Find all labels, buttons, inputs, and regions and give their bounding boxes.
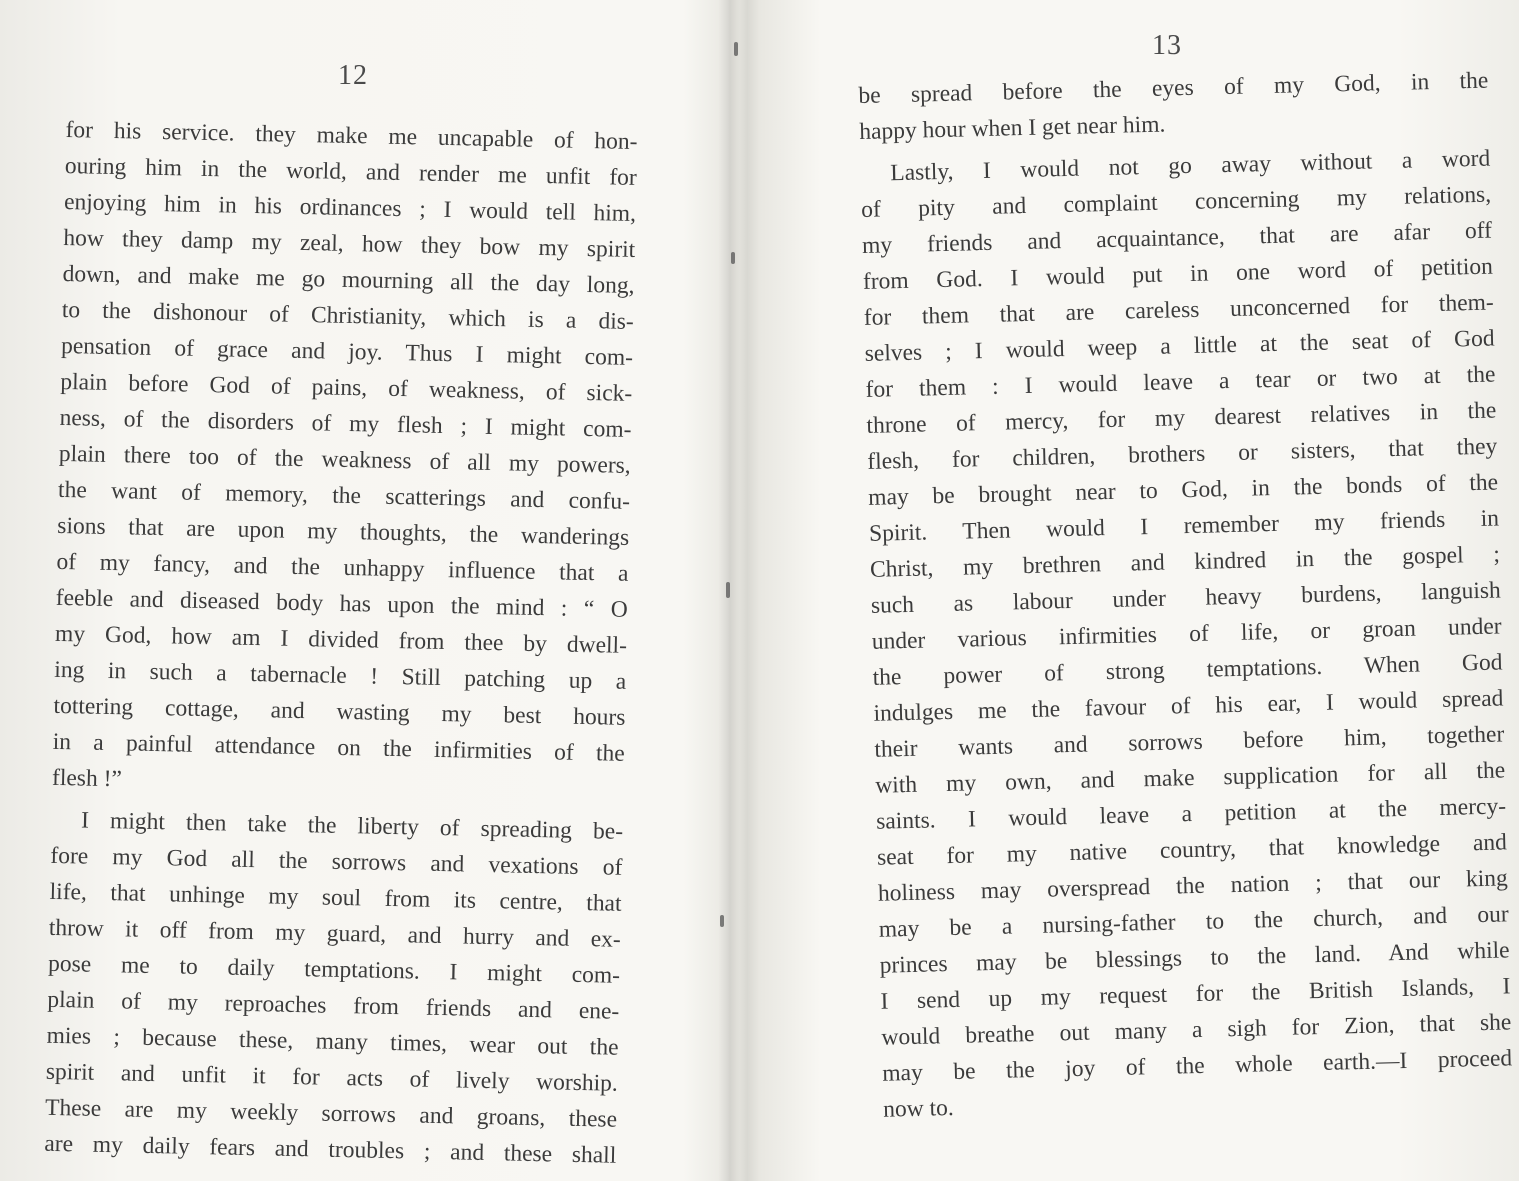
text-line: now to. — [882, 1094, 955, 1123]
right-page — [740, 0, 1519, 1181]
text-line: for them : I would leave a tear or two at the — [865, 361, 1496, 403]
text-line: feeble and diseased body has upon the mind : “ O — [55, 584, 628, 623]
text-line: my God, how am I divided from thee by dwell- — [54, 620, 628, 659]
text-line: Christ, my brethren and kindred in the gospel ; — [869, 541, 1501, 583]
text-line: for them that are careless unconcerned for them- — [863, 289, 1494, 331]
text-line: pose me to daily temptations. I might com- — [47, 950, 621, 989]
text-line: I send up my request for the British Islands, I — [880, 973, 1511, 1015]
text-line: ing in such a tabernacle ! Still patching up a — [54, 656, 627, 695]
text-line: fore my God all the sorrows and vexations of — [50, 842, 623, 881]
text-line: selves ; I would weep a little at the seat of God — [864, 325, 1495, 367]
text-line: their wants and sorrows before him, together — [874, 721, 1505, 763]
text-line: throw it off from my guard, and hurry and ex- — [48, 914, 622, 953]
text-line: tottering cottage, and wasting my best hours — [53, 692, 626, 731]
text-line: may be the joy of the whole earth.—I proceed — [882, 1045, 1513, 1087]
text-line: plain of my reproaches from friends and ene- — [47, 986, 620, 1025]
binding-stitch — [731, 252, 735, 264]
binding-stitch — [734, 42, 738, 56]
text-line: flesh, for children, brothers or sisters, that they — [867, 433, 1498, 475]
text-line: may be brought near to God, in the bonds of the — [867, 469, 1499, 511]
text-line: mies ; because these, many times, wear out the — [46, 1022, 619, 1061]
text-line: plain before God of pains, of weakness, of sick- — [60, 368, 633, 407]
page-text — [44, 112, 638, 1174]
text-line: life, that unhinge my soul from its centre, that — [49, 878, 622, 917]
text-line: with my own, and make supplication for all the — [874, 757, 1506, 799]
text-line: for his service. they make me uncapable of hon- — [65, 116, 638, 155]
text-line: throne of mercy, for my dearest relatives in the — [866, 397, 1497, 439]
text-line: from God. I would put in one word of petition — [862, 253, 1494, 295]
text-line: seat for my native country, that knowledge and — [876, 829, 1508, 871]
text-line: the want of memory, the scatterings and confu- — [57, 476, 631, 515]
text-line: pensation of grace and joy. Thus I might com- — [60, 332, 634, 371]
page-number: 12 — [338, 60, 368, 91]
text-line: would breathe out many a sigh for Zion, that she — [881, 1009, 1512, 1051]
text-line: ouring him in the world, and render me unfit for — [64, 152, 638, 191]
page-number: 13 — [1152, 30, 1182, 61]
text-line: happy hour when I get near him. — [859, 111, 1166, 145]
text-line: down, and make me go mourning all the day long, — [62, 260, 635, 299]
text-line: of my fancy, and the unhappy influence that a — [56, 548, 629, 587]
text-line: such as labour under heavy burdens, languish — [870, 577, 1502, 619]
text-line: are my daily fears and troubles ; and these shall — [44, 1130, 617, 1169]
text-line: be spread before the eyes of my God, in the — [858, 67, 1489, 109]
page-text — [858, 63, 1513, 1128]
text-line: indulges me the favour of his ear, I would spread — [873, 685, 1504, 727]
text-line: my friends and acquaintance, that are afar off — [861, 217, 1493, 259]
text-line: Lastly, I would not go away without a word — [890, 145, 1491, 187]
text-line: enjoying him in his ordinances ; I would tell him, — [63, 188, 637, 227]
text-line: in a painful attendance on the infirmities of the — [52, 728, 625, 767]
text-line: plain there too of the weakness of all my powers, — [58, 440, 631, 479]
text-line: sions that are upon my thoughts, the wanderings — [57, 512, 630, 551]
text-line: ness, of the disorders of my flesh ; I might com- — [59, 404, 632, 443]
text-line: These are my weekly sorrows and groans, these — [44, 1094, 618, 1133]
text-line: saints. I would leave a petition at the mercy- — [875, 793, 1507, 835]
binding-stitch — [720, 915, 724, 927]
text-line: flesh !” — [51, 764, 123, 793]
text-line: princes may be blessings to the land. And while — [879, 937, 1510, 979]
text-line: under various infirmities of life, or groan under — [871, 613, 1502, 655]
text-line: Spirit. Then would I remember my friends in — [868, 505, 1500, 547]
text-line: holiness may overspread the nation ; that our king — [877, 865, 1509, 907]
text-line: I might then take the liberty of spreading be- — [80, 807, 624, 845]
text-line: how they damp my zeal, how they bow my spirit — [63, 224, 636, 263]
text-line: of pity and complaint concerning my relations, — [860, 181, 1492, 223]
text-line: spirit and unfit it for acts of lively worship. — [45, 1058, 619, 1097]
text-line: to the dishonour of Christianity, which is a dis- — [61, 296, 635, 335]
left-page — [0, 0, 718, 1181]
text-line: the power of strong temptations. When God — [872, 649, 1503, 691]
binding-stitch — [726, 582, 730, 598]
text-line: may be a nursing-father to the church, and our — [878, 901, 1509, 943]
